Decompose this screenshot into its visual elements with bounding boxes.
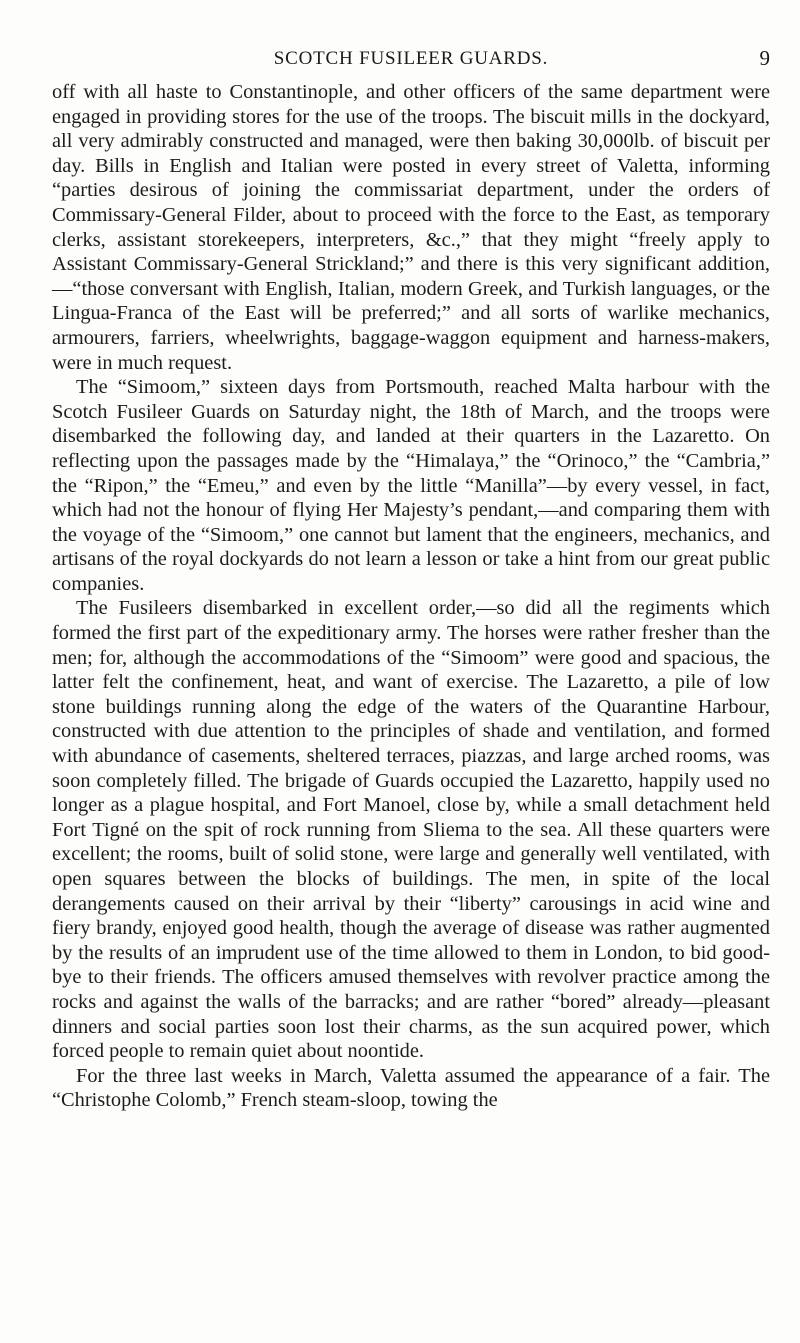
page-number: 9: [759, 46, 770, 70]
running-head: [52, 46, 770, 72]
paragraph-continuation: off with all haste to Constantinople, and other officers of the same department were engaged in providing stores for the use of the troops. The biscuit mills in the dockyard, all very admirably constructed and managed, were then baking 30,000lb. of biscuit per day. Bills in English and Italian were posted in every street of Valetta, informing “parties desirous of joining the commissariat department, under the orders of Commissary-General Filder, about to proceed with the force to the East, as temporary clerks, assistant storekeepers, interpreters, &c.,” that they might “freely apply to Assistant Commissary-General Strickland;” and there is this very significant addition,—“those conversant with English, Italian, modern Greek, and Turkish languages, or the Lingua-Franca of the East will be preferred;” and all sorts of warlike mechanics, armourers, farriers, wheelwrights, baggage-waggon equipment and harness-makers, were in much request.: [52, 81, 770, 374]
running-head-title: SCOTCH FUSILEER GUARDS.: [273, 48, 549, 69]
paragraph-valetta-fair: For the three last weeks in March, Valetta assumed the appearance of a fair. The “Christophe Colomb,” French steam-sloop, towing the: [52, 1064, 770, 1112]
body-text: [52, 80, 770, 1113]
paragraph-simoom-arrival: The “Simoom,” sixteen days from Portsmouth, reached Malta harbour with the Scotch Fusileer Guards on Saturday night, the 18th of March, and the troops were disembarked the following day, and landed at their quarters in the Lazaretto. On reflecting upon the passages made by the “Himalaya,” the “Orinoco,” the “Cambria,” the “Ripon,” the “Emeu,” and even by the little “Manilla”—by every vessel, in fact, which had not the honour of flying Her Majesty’s pendant,—and comparing them with the voyage of the “Simoom,” one cannot but lament that the engineers, mechanics, and artisans of the royal dockyards do not learn a lesson or take a hint from our great public companies.: [52, 376, 770, 595]
paragraph-fusileers-disembarked: The Fusileers disembarked in excellent order,—so did all the regiments which formed the first part of the expeditionary army. The horses were rather fresher than the men; for, although the accommodations of the “Simoom” were good and spacious, the latter felt the confinement, heat, and want of exercise. The Lazaretto, a pile of low stone buildings running along the edge of the waters of the Quarantine Harbour, constructed with due attention to the principles of shade and ventilation, and formed with abundance of casements, sheltered terraces, piazzas, and large arched rooms, was soon completely filled. The brigade of Guards occupied the Lazaretto, happily used no longer as a plague hospital, and Fort Manoel, close by, while a small detachment held Fort Tigné on the spit of rock running from Sliema to the sea. All these quarters were excellent; the rooms, built of solid stone, were large and generally well ventilated, with open squares between the blocks of buildings. The men, in spite of the local derangements caused on their arrival by their “liberty” carousings in acid wine and fiery brandy, enjoyed good health, though the average of disease was rather augmented by the results of an imprudent use of the time allowed to them in London, to bid good-bye to their friends. The officers amused themselves with revolver practice among the rocks and against the walls of the barracks; and are rather “bored” already—pleasant dinners and social parties soon lost their charms, as the sun acquired power, which forced people to remain quiet about noontide.: [52, 597, 770, 1063]
